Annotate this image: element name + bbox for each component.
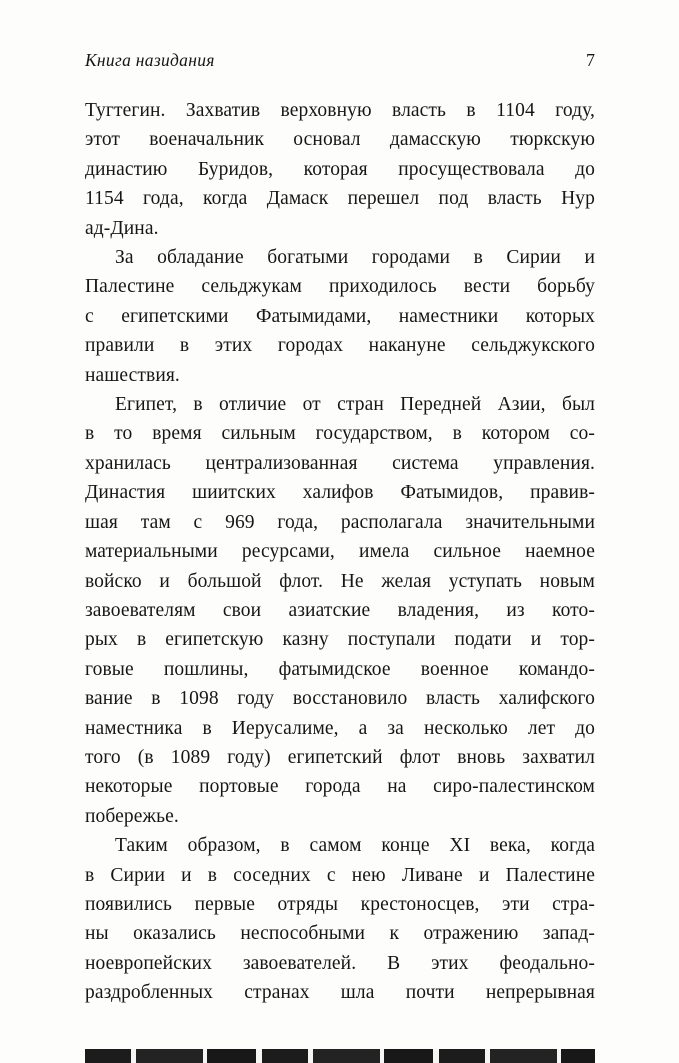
text-line: Тугтегин. Захватив верховную власть в 1104 году,	[85, 100, 595, 121]
text-line: того (в 1089 году) египетский флот вновь захватил	[85, 746, 595, 768]
page-number: 7	[586, 50, 595, 70]
text-line: завоевателям свои азиатские владения, из кото-	[85, 599, 595, 621]
paragraph-4	[85, 831, 595, 1007]
page-header	[85, 50, 595, 71]
text-line: наместника в Иерусалиме, а за несколько лет до	[85, 717, 595, 739]
page-body	[85, 96, 595, 1008]
text-line: в Сирии и в соседних с нею Ливане и Палестине	[85, 864, 595, 886]
text-line: хранилась централизованная система управления.	[85, 452, 595, 474]
text-line: шая там с 969 года, располагала значительными	[85, 511, 595, 533]
text-line: материальными ресурсами, имела сильное наемное	[85, 541, 595, 563]
text-line: За обладание богатыми городами в Сирии и	[115, 247, 595, 269]
text-line: ны оказались неспособными к отражению запад-	[85, 923, 595, 945]
text-line: Таким образом, в самом конце XI века, когда	[115, 835, 595, 857]
text-line: раздробленных странах шла почти непрерывная	[85, 982, 595, 1004]
text-line: в то время сильным государством, в котором со-	[85, 423, 595, 445]
text-line: нашествия.	[85, 364, 180, 386]
text-line: правили в этих городах накануне сельджукского	[85, 335, 595, 357]
text-line: с египетскими Фатымидами, наместники которых	[85, 305, 595, 327]
clipped-next-text-line	[85, 1049, 595, 1063]
text-line: войско и большой флот. Не желая уступать новым	[85, 570, 595, 592]
text-line: Палестине сельджукам приходилось вести борьбу	[85, 276, 595, 298]
text-line: побережье.	[85, 805, 179, 827]
text-line: вание в 1098 году восстановило власть халифского	[85, 688, 595, 710]
paragraph-1	[85, 96, 595, 243]
text-line: ноевропейских завоевателей. В этих феодально-	[85, 952, 595, 974]
text-line: некоторые портовые города на сиро-палестинском	[85, 776, 595, 798]
text-line: династию Буридов, которая просуществовала до	[85, 158, 595, 180]
running-title: Книга назидания	[85, 50, 215, 70]
text-line: 1154 года, когда Дамаск перешел под власть Нур	[85, 188, 595, 210]
paragraph-2	[85, 243, 595, 390]
text-line: появились первые отряды крестоносцев, эти стра-	[85, 893, 595, 915]
text-line: этот военачальник основал дамасскую тюркскую	[85, 129, 595, 151]
text-line: Династия шиитских халифов Фатымидов, правив-	[85, 482, 595, 504]
text-line: говые пошлины, фатымидское военное командо-	[85, 658, 595, 680]
paragraph-3	[85, 390, 595, 831]
text-line: Египет, в отличие от стран Передней Азии, был	[115, 394, 595, 416]
text-line: ад-Дина.	[85, 217, 159, 239]
text-line: рых в египетскую казну поступали подати и тор-	[85, 629, 595, 651]
